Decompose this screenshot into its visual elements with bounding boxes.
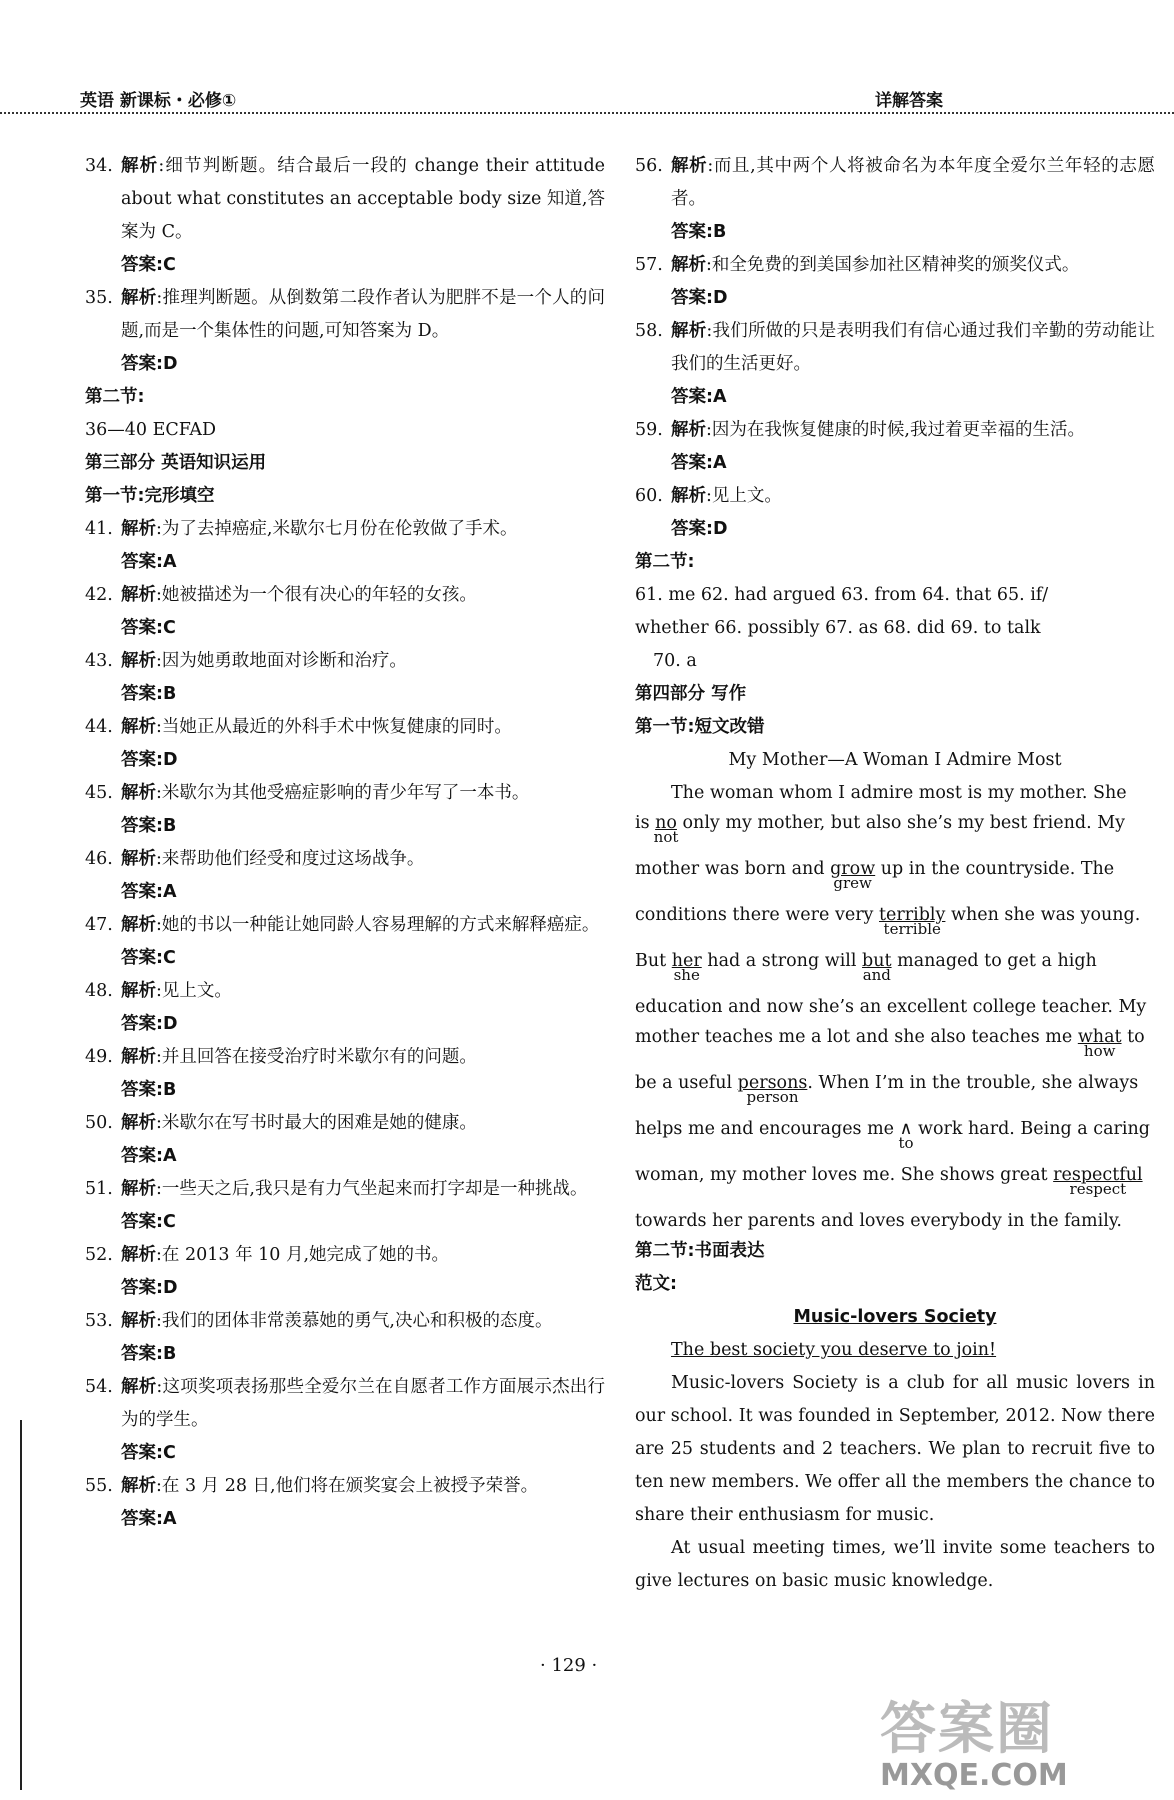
answer-key: 答案:D — [121, 1014, 178, 1034]
answer-35: 答案:D — [121, 354, 178, 374]
answer-item: 46. 解析:来帮助他们经受和度过这场战争。 — [85, 849, 425, 869]
correction-mark: but and — [862, 951, 892, 984]
answer-item: 51. 解析:一些天之后,我只是有力气坐起来而打字却是一种挑战。 — [85, 1179, 588, 1199]
fill-answers-line: 70. a — [653, 651, 697, 671]
answer-item: 44. 解析:当她正从最近的外科手术中恢复健康的同时。 — [85, 717, 512, 737]
text-line: be a useful persons person . When I’m in the trouble, she always — [635, 1067, 1155, 1113]
section-answers: 36—40 ECFAD — [85, 420, 217, 440]
answer-item: 60. 解析:见上文。 — [635, 486, 782, 506]
answer-item: 50. 解析:米歇尔在写书时最大的困难是她的健康。 — [85, 1113, 477, 1133]
text-line: mother teaches me a lot and she also teaches me what how to — [635, 1021, 1155, 1067]
answer-item: 55. 解析:在 3 月 28 日,他们将在颁奖宴会上被授予荣誉。 — [85, 1476, 539, 1496]
answer-key: 答案:A — [121, 1146, 177, 1166]
correction-heading: 第一节:短文改错 — [635, 717, 765, 737]
text-line: education and now she’s an excellent college teacher. My — [635, 997, 1147, 1017]
answer-item-35: 35. 解析:推理判断题。从倒数第二段作者认为肥胖不是一个人的问题,而是一个集体性的问题,可知答案为 D。 — [85, 288, 606, 341]
sample-label: 范文: — [635, 1274, 677, 1294]
answer-item: 45. 解析:米歇尔为其他受癌症影响的青少年写了一本书。 — [85, 783, 530, 803]
section-heading: 第二节: — [85, 387, 145, 407]
cloze-list-left — [85, 513, 605, 1536]
answer-item: 59. 解析:因为在我恢复健康的时候,我过着更幸福的生活。 — [635, 420, 1085, 440]
answer-item: 43. 解析:因为她勇敢地面对诊断和治疗。 — [85, 651, 407, 671]
correction-mark: what how — [1077, 1027, 1122, 1060]
answer-item: 47. 解析:她的书以一种能让她同龄人容易理解的方式来解释癌症。 — [85, 915, 600, 935]
watermark-text: 答案圈 — [880, 1697, 1054, 1762]
page-number: · 129 · — [540, 1655, 598, 1676]
fill-heading: 第二节: — [635, 552, 695, 572]
answer-item: 41. 解析:为了去掉癌症,米歇尔七月份在伦敦做了手术。 — [85, 519, 518, 539]
answer-item-34: 34. 解析:细节判断题。结合最后一段的 change their attitude about what constitutes an acceptable body size 知道,答案为 C。 — [85, 156, 606, 242]
header-divider — [0, 112, 1174, 114]
writing-heading: 第二节:书面表达 — [635, 1241, 765, 1261]
answer-key: 答案:B — [121, 684, 177, 704]
answer-key: 答案:A — [121, 552, 177, 572]
answer-key: 答案:D — [671, 519, 728, 539]
sample-subtitle: The best society you deserve to join! — [671, 1340, 997, 1360]
answer-item: 49. 解析:并且回答在接受治疗时米歇尔有的问题。 — [85, 1047, 477, 1067]
sample-paragraph: At usual meeting times, we’ll invite some teachers to give lectures on basic music knowledge. — [635, 1538, 1155, 1591]
answer-key: 答案:C — [121, 1212, 176, 1232]
right-column — [635, 150, 1155, 1598]
sample-paragraph: Music-lovers Society is a club for all music lovers in our school. It was founded in September, 2012. Now there are 25 students and 2 teachers. We plan to recruit five to ten new members. We offer all the members the chance to share their enthusiasm for music. — [635, 1373, 1155, 1525]
header-subject: 英语 新课标・必修① — [80, 91, 237, 111]
part-heading: 第三部分 英语知识运用 — [85, 453, 267, 473]
text-line: helps me and encourages me ∧ to work hard. Being a caring — [635, 1113, 1155, 1159]
answer-key: 答案:B — [121, 816, 177, 836]
cloze-heading: 第一节:完形填空 — [85, 486, 215, 506]
correction-mark: terribly terrible — [879, 905, 946, 938]
text-line: woman, my mother loves me. She shows great respectful respect — [635, 1159, 1155, 1205]
left-column — [85, 150, 605, 1536]
text-line: mother was born and grow grew up in the countryside. The — [635, 853, 1155, 899]
fill-answers-line: 61. me 62. had argued 63. from 64. that 65. if/ — [635, 585, 1049, 605]
answer-34: 答案:C — [121, 255, 176, 275]
answer-key: 答案:C — [121, 618, 176, 638]
answer-item: 56. 解析:而且,其中两个人将被命名为本年度全爱尔兰年轻的志愿者。 — [635, 156, 1156, 209]
essay-title: My Mother—A Woman I Admire Most — [728, 750, 1062, 770]
fill-answers-line: whether 66. possibly 67. as 68. did 69. to talk — [635, 618, 1041, 638]
answer-item: 53. 解析:我们的团体非常羡慕她的勇气,决心和积极的态度。 — [85, 1311, 553, 1331]
answer-key: 答案:A — [121, 882, 177, 902]
margin-line — [20, 1420, 22, 1790]
correction-mark: grow grew — [830, 859, 876, 892]
answer-key: 答案:B — [671, 222, 727, 242]
answer-item: 58. 解析:我们所做的只是表明我们有信心通过我们辛勤的劳动能让我们的生活更好。 — [635, 321, 1156, 374]
text-line: conditions there were very terribly terrible when she was young. — [635, 899, 1155, 945]
text-line: The woman whom I admire most is my mother. She — [671, 783, 1127, 803]
answer-key: 答案:D — [121, 750, 178, 770]
answer-key: 答案:C — [121, 1443, 176, 1463]
answer-key: 答案:A — [671, 387, 727, 407]
text-line: towards her parents and loves everybody in the family. — [635, 1211, 1122, 1231]
correction-mark: persons person — [737, 1073, 808, 1106]
answer-key: 答案:D — [121, 1278, 178, 1298]
answer-item: 54. 解析:这项奖项表扬那些全爱尔兰在自愿者工作方面展示杰出行为的学生。 — [85, 1377, 606, 1430]
answer-key: 答案:B — [121, 1344, 177, 1364]
answer-key: 答案:A — [671, 453, 727, 473]
answer-key: 答案:A — [121, 1509, 177, 1529]
deleted-word: the — [931, 1073, 961, 1093]
answer-item: 48. 解析:见上文。 — [85, 981, 232, 1001]
text-line: is no not only my mother, but also she’s my best friend. My — [635, 807, 1155, 853]
cloze-list-right — [635, 150, 1155, 546]
answer-key: 答案:C — [121, 948, 176, 968]
correction-mark: no not — [653, 813, 679, 846]
correction-mark: respectful respect — [1053, 1165, 1143, 1198]
insertion-mark: ∧ to — [898, 1119, 914, 1152]
watermark-logo — [880, 1697, 1160, 1795]
correction-text — [635, 777, 1155, 1235]
part-heading: 第四部分 写作 — [635, 684, 747, 704]
page-header — [80, 80, 1120, 110]
answer-key: 答案:D — [671, 288, 728, 308]
watermark-url: MXQE.COM — [880, 1758, 1068, 1793]
sample-title: Music-lovers Society — [793, 1307, 997, 1327]
text-line: But her she had a strong will but and managed to get a high — [635, 945, 1155, 991]
answer-key: 答案:B — [121, 1080, 177, 1100]
header-section: 详解答案 — [875, 91, 943, 111]
answer-item: 57. 解析:和全免费的到美国参加社区精神奖的颁奖仪式。 — [635, 255, 1080, 275]
answer-item: 42. 解析:她被描述为一个很有决心的年轻的女孩。 — [85, 585, 477, 605]
answer-item: 52. 解析:在 2013 年 10 月,她完成了她的书。 — [85, 1245, 450, 1265]
correction-mark: her she — [671, 951, 702, 984]
